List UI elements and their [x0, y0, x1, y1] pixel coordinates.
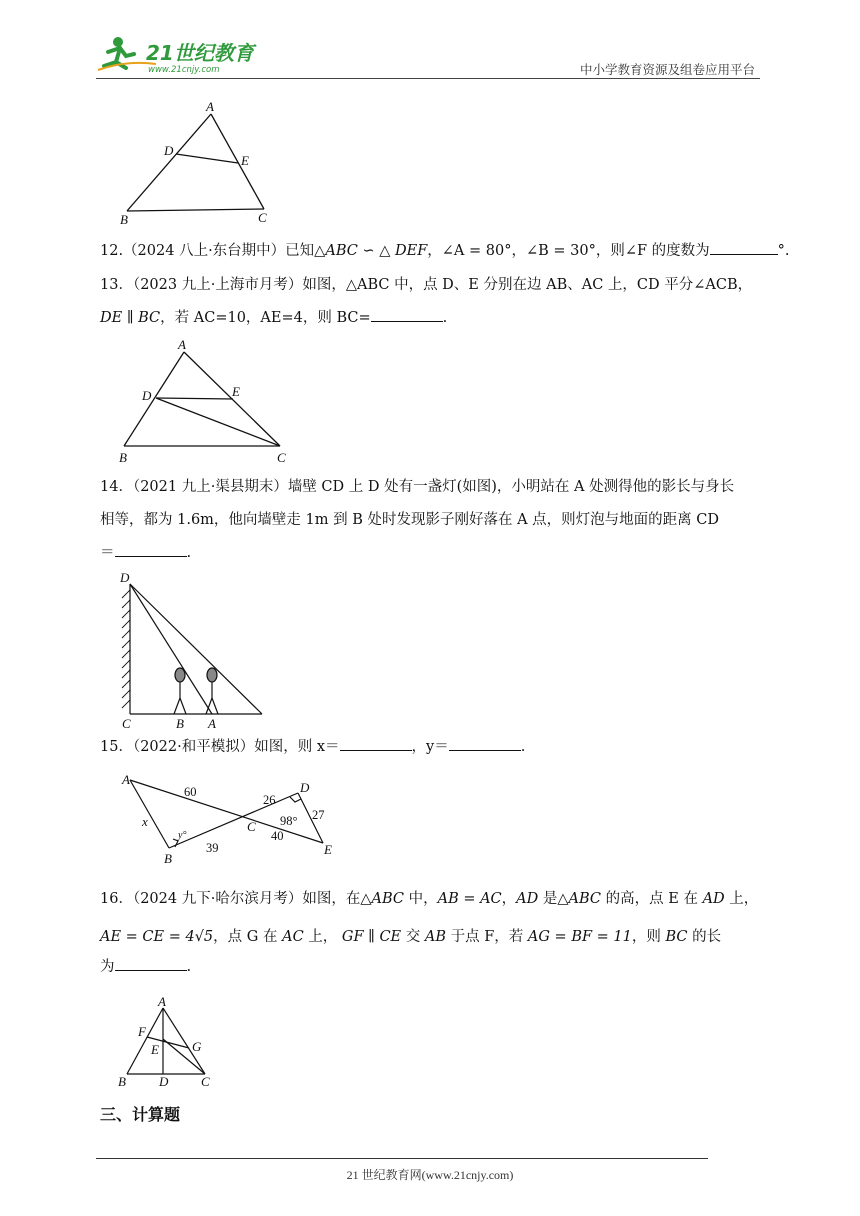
label-f: F: [138, 1024, 146, 1039]
label-e: E: [151, 1042, 159, 1057]
label-c: C: [277, 450, 286, 465]
figure-q16: [112, 996, 222, 1088]
label-b: B: [119, 450, 127, 465]
question-15: 15．（2022·和平模拟）如图，则 x＝ ，y＝ .: [100, 736, 765, 758]
question-13: 13．（2023 九上·上海市月考）如图，△ABC 中，点 D、E 分别在边 AB、AC 上，CD 平分∠ACB， DE ∥ BC，若 AC=10，AE=4，则 BC= .: [100, 277, 753, 326]
answer-blank[interactable]: [371, 307, 443, 322]
label-d: D: [300, 780, 310, 795]
question-16: 16．（2024 九下·哈尔滨月考）如图，在△ABC 中，AB = AC，AD 是△ABC 的高，点 E 在 AD 上， AE = CE = 4√5，点 G 在 AC 上， GF ∥ CE 交 AB 于点 F，若 AG = BF = 11，则 BC 的长 为 .: [100, 891, 759, 975]
label-a: A: [206, 99, 214, 114]
label-e: E: [241, 153, 249, 168]
section-title: 三、计算题: [100, 1105, 181, 1124]
answer-blank[interactable]: [115, 956, 187, 971]
label-e: E: [324, 842, 332, 857]
footer-divider: [96, 1158, 708, 1159]
side-26: 26: [263, 793, 276, 807]
label-a: A: [178, 337, 186, 352]
footer-text: 21 世纪教育网(www.21cnjy.com): [346, 1168, 514, 1182]
label-c: C: [258, 210, 267, 225]
answer-blank[interactable]: [115, 542, 187, 557]
answer-blank-y[interactable]: [449, 736, 521, 751]
label-a: A: [122, 772, 130, 787]
label-c: C: [122, 716, 131, 731]
label-d: D: [159, 1074, 169, 1088]
question-14: 14．（2021 九上·渠县期末）墙壁 CD 上 D 处有一盏灯(如图)，小明站在 A 处测得他的影长与身长 相等，都为 1.6m，他向墙壁走 1m 到 B 处时发现影子刚好落在 A 点，则灯泡与地面的距离 CD ＝ .: [100, 479, 735, 561]
logo: [96, 30, 266, 80]
question-12: 12.（2024 八上·东台期中）已知△ABC ∽ △ DEF，∠A = 80°，∠B = 30°，则∠F 的度数为 °.: [100, 240, 765, 262]
figure-q11: [110, 98, 280, 230]
label-e: E: [232, 384, 240, 399]
figure-q14: [112, 566, 272, 732]
header-slogan: 中小学教育资源及组卷应用平台: [579, 62, 755, 77]
label-b: B: [176, 716, 184, 731]
label-b: B: [120, 212, 128, 227]
angle-98: 98°: [280, 814, 298, 828]
label-b: B: [118, 1074, 126, 1088]
label-d: D: [142, 388, 152, 403]
answer-blank-x[interactable]: [340, 736, 412, 751]
header-divider: [96, 78, 760, 79]
answer-blank[interactable]: [710, 240, 778, 255]
label-d: D: [120, 570, 130, 585]
label-b: B: [164, 851, 172, 866]
label-y: y°: [178, 830, 187, 841]
label-a: A: [208, 716, 216, 731]
label-g: G: [192, 1039, 202, 1054]
side-27: 27: [312, 808, 325, 822]
figure-q13: [112, 336, 302, 468]
side-39: 39: [206, 841, 219, 855]
side-40: 40: [271, 829, 284, 843]
logo-url: www.21cnjy.com: [148, 65, 220, 75]
label-c: C: [201, 1074, 210, 1088]
label-a: A: [158, 996, 166, 1009]
label-d: D: [164, 143, 174, 158]
label-c: C: [247, 819, 256, 834]
label-x: x: [142, 814, 148, 829]
figure-q15: [112, 768, 344, 866]
side-60: 60: [184, 785, 197, 799]
logo-text: 21世纪教育: [146, 41, 254, 65]
